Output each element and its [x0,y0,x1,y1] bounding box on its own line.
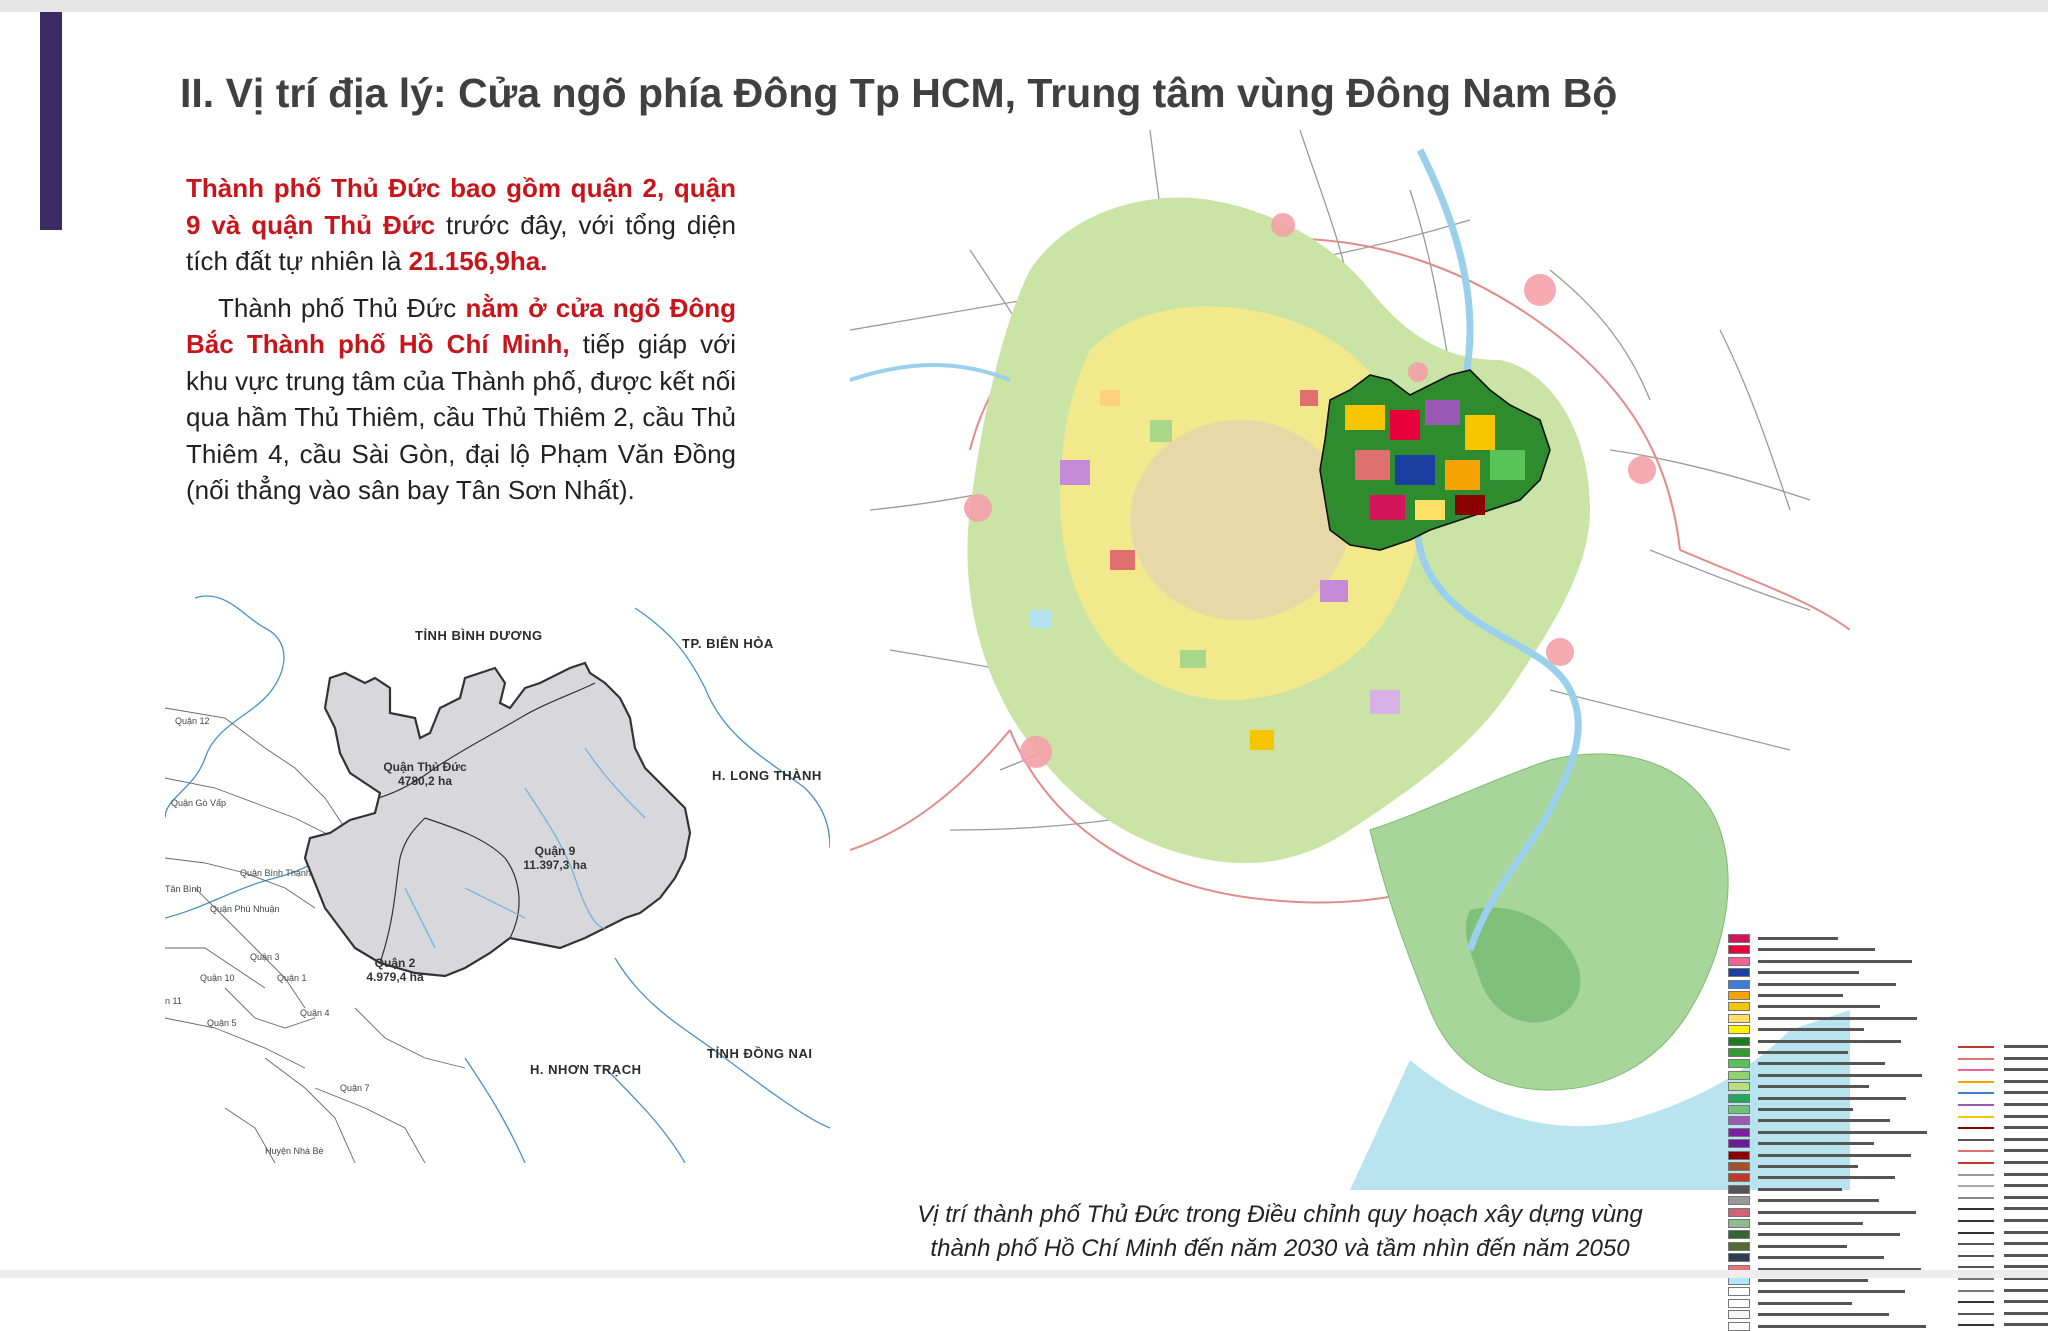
intro-p2-start: Thành phố Thủ Đức [218,292,466,323]
label-q5: Quận 5 [207,1018,237,1028]
legend-swatch-row [1728,1116,1928,1125]
legend-line-row [1958,1042,2048,1051]
label-phunhuan: Quận Phú Nhuận [210,904,280,914]
district-map [165,588,830,1163]
legend-line-row [1958,1123,2048,1132]
regional-planning-map [850,130,1850,1190]
legend-line-row [1958,1054,2048,1063]
legend-swatch-row [1728,1310,1928,1319]
district-thu-duc-area: 4780,2 ha [397,774,453,788]
legend-swatch-row [1728,1105,1928,1114]
legend-swatch-row [1728,1059,1928,1068]
label-tanbinh: Tân Bình [165,884,202,894]
legend-line-row [1958,1065,2048,1074]
intro-location-highlight: nằm ở cửa ngõ Đông Bắc Thành phố Hồ Chí Minh, [186,292,737,359]
label-nhon-trach: H. NHƠN TRẠCH [530,1062,642,1077]
legend-line-row [1958,1320,2048,1329]
intro-area-value: 21.156,9ha. [408,246,548,276]
legend-swatch-row [1728,968,1928,977]
accent-bar [40,12,62,230]
intro-p2-end: tiếp giáp với khu vực trung tâm của Thành phố, được kết nối qua hầm Thủ Thiêm, cầu Thủ Thiêm 2, cầu Thủ Thiêm 4, cầu Sài Gòn, đại lộ Phạm Văn Đồng (nối thẳng vào sân bay Tân Sơn Nhất). [186,329,737,505]
label-q3: Quận 3 [250,952,280,962]
legend-line-row [1958,1251,2048,1260]
label-q4: Quận 4 [300,1008,330,1018]
legend-line-row [1958,1088,2048,1097]
label-q11: n 11 [165,996,182,1006]
legend-line-row [1958,1204,2048,1213]
label-long-thanh: H. LONG THÀNH [712,768,822,783]
district-2-label [335,956,455,984]
legend-swatch-row [1728,1094,1928,1103]
intro-paragraph-2 [186,290,736,509]
legend-line-row [1958,1216,2048,1225]
top-border [0,0,2048,12]
legend-line-row [1958,1158,2048,1167]
label-q12: Quận 12 [175,716,210,726]
label-q1: Quận 1 [277,973,307,983]
slide-title: II. Vị trí địa lý: Cửa ngõ phía Đông Tp HCM, Trung tâm vùng Đông Nam Bộ [180,70,1618,116]
legend-swatch-row [1728,1048,1928,1057]
legend-line-row [1958,1077,2048,1086]
intro-text-mid: trước đây, với tổng diện tích đất tự nhiên là [186,209,736,276]
intro-paragraph-1 [186,170,736,280]
legend-swatch-row [1728,1287,1928,1296]
regional-map-svg [850,130,1850,1190]
legend-line-row [1958,1135,2048,1144]
label-q10: Quận 10 [200,973,235,983]
legend-swatch-row [1728,1162,1928,1171]
caption-line-1: Vị trí thành phố Thủ Đức trong Điều chỉnh quy hoạch xây dựng vùng [917,1201,1643,1228]
intro-text [186,170,736,519]
legend-line-row [1958,1297,2048,1306]
district-2-name: Quận 2 [374,956,416,970]
legend-swatch-row [1728,980,1928,989]
legend-line-row [1958,1170,2048,1179]
legend-line-row [1958,1228,2048,1237]
label-q7: Quận 7 [340,1083,370,1093]
legend-swatch-row [1728,1002,1928,1011]
legend-swatch-row [1728,1242,1928,1251]
label-govap: Quận Gò Vấp [171,798,227,808]
legend-line-row [1958,1239,2048,1248]
label-bien-hoa: TP. BIÊN HÒA [682,636,774,651]
legend-line-row [1958,1181,2048,1190]
legend-swatch-row [1728,1037,1928,1046]
district-2-area: 4.979,4 ha [366,970,424,984]
legend-line-row [1958,1112,2048,1121]
map-caption [880,1198,1680,1266]
district-thu-duc-label [365,760,485,788]
legend-swatch-row [1728,934,1928,943]
legend-swatch-row [1728,1128,1928,1137]
label-nhabe: Huyện Nhà Bè [265,1146,324,1156]
intro-district-list: Thành phố Thủ Đức bao gồm quận 2, quận 9 và quận Thủ Đức [186,173,736,240]
legend-swatch-row [1728,1082,1928,1091]
label-dong-nai: TỈNH ĐỒNG NAI [707,1046,813,1061]
district-9-area: 11.397,3 ha [523,858,587,872]
legend-line-row [1958,1146,2048,1155]
legend-swatch-row [1728,1185,1928,1194]
legend-line-row [1958,1100,2048,1109]
legend-swatch-row [1728,1322,1928,1331]
land-use-core [1130,420,1350,620]
legend-swatch-row [1728,1219,1928,1228]
district-9-name: Quận 9 [534,844,576,858]
label-binh-duong: TỈNH BÌNH DƯƠNG [415,628,543,643]
district-thu-duc-name: Quận Thủ Đức [383,760,467,774]
legend-line-row [1958,1193,2048,1202]
legend-swatch-row [1728,1253,1928,1262]
legend-swatch-row [1728,991,1928,1000]
legend-swatch-row [1728,957,1928,966]
map-legend [1728,924,2048,1324]
legend-swatch-row [1728,1151,1928,1160]
legend-swatch-row [1728,1208,1928,1217]
legend-swatch-row [1728,1196,1928,1205]
legend-swatch-row [1728,1299,1928,1308]
legend-swatch-row [1728,945,1928,954]
legend-line-row [1958,1286,2048,1295]
legend-line-row [1958,1309,2048,1318]
legend-swatch-row [1728,1014,1928,1023]
legend-swatch-row [1728,1071,1928,1080]
bottom-border [0,1270,2048,1278]
legend-swatch-row [1728,1025,1928,1034]
legend-swatch-row [1728,1139,1928,1148]
thu-duc-city-shape [305,663,690,976]
legend-swatch-row [1728,1173,1928,1182]
district-9-label [495,844,615,872]
label-binhthanh: Quận Bình Thạnh [240,868,311,878]
caption-line-2: thành phố Hồ Chí Minh đến năm 2030 và tầm nhìn đến năm 2050 [930,1235,1630,1262]
legend-swatch-row [1728,1230,1928,1239]
